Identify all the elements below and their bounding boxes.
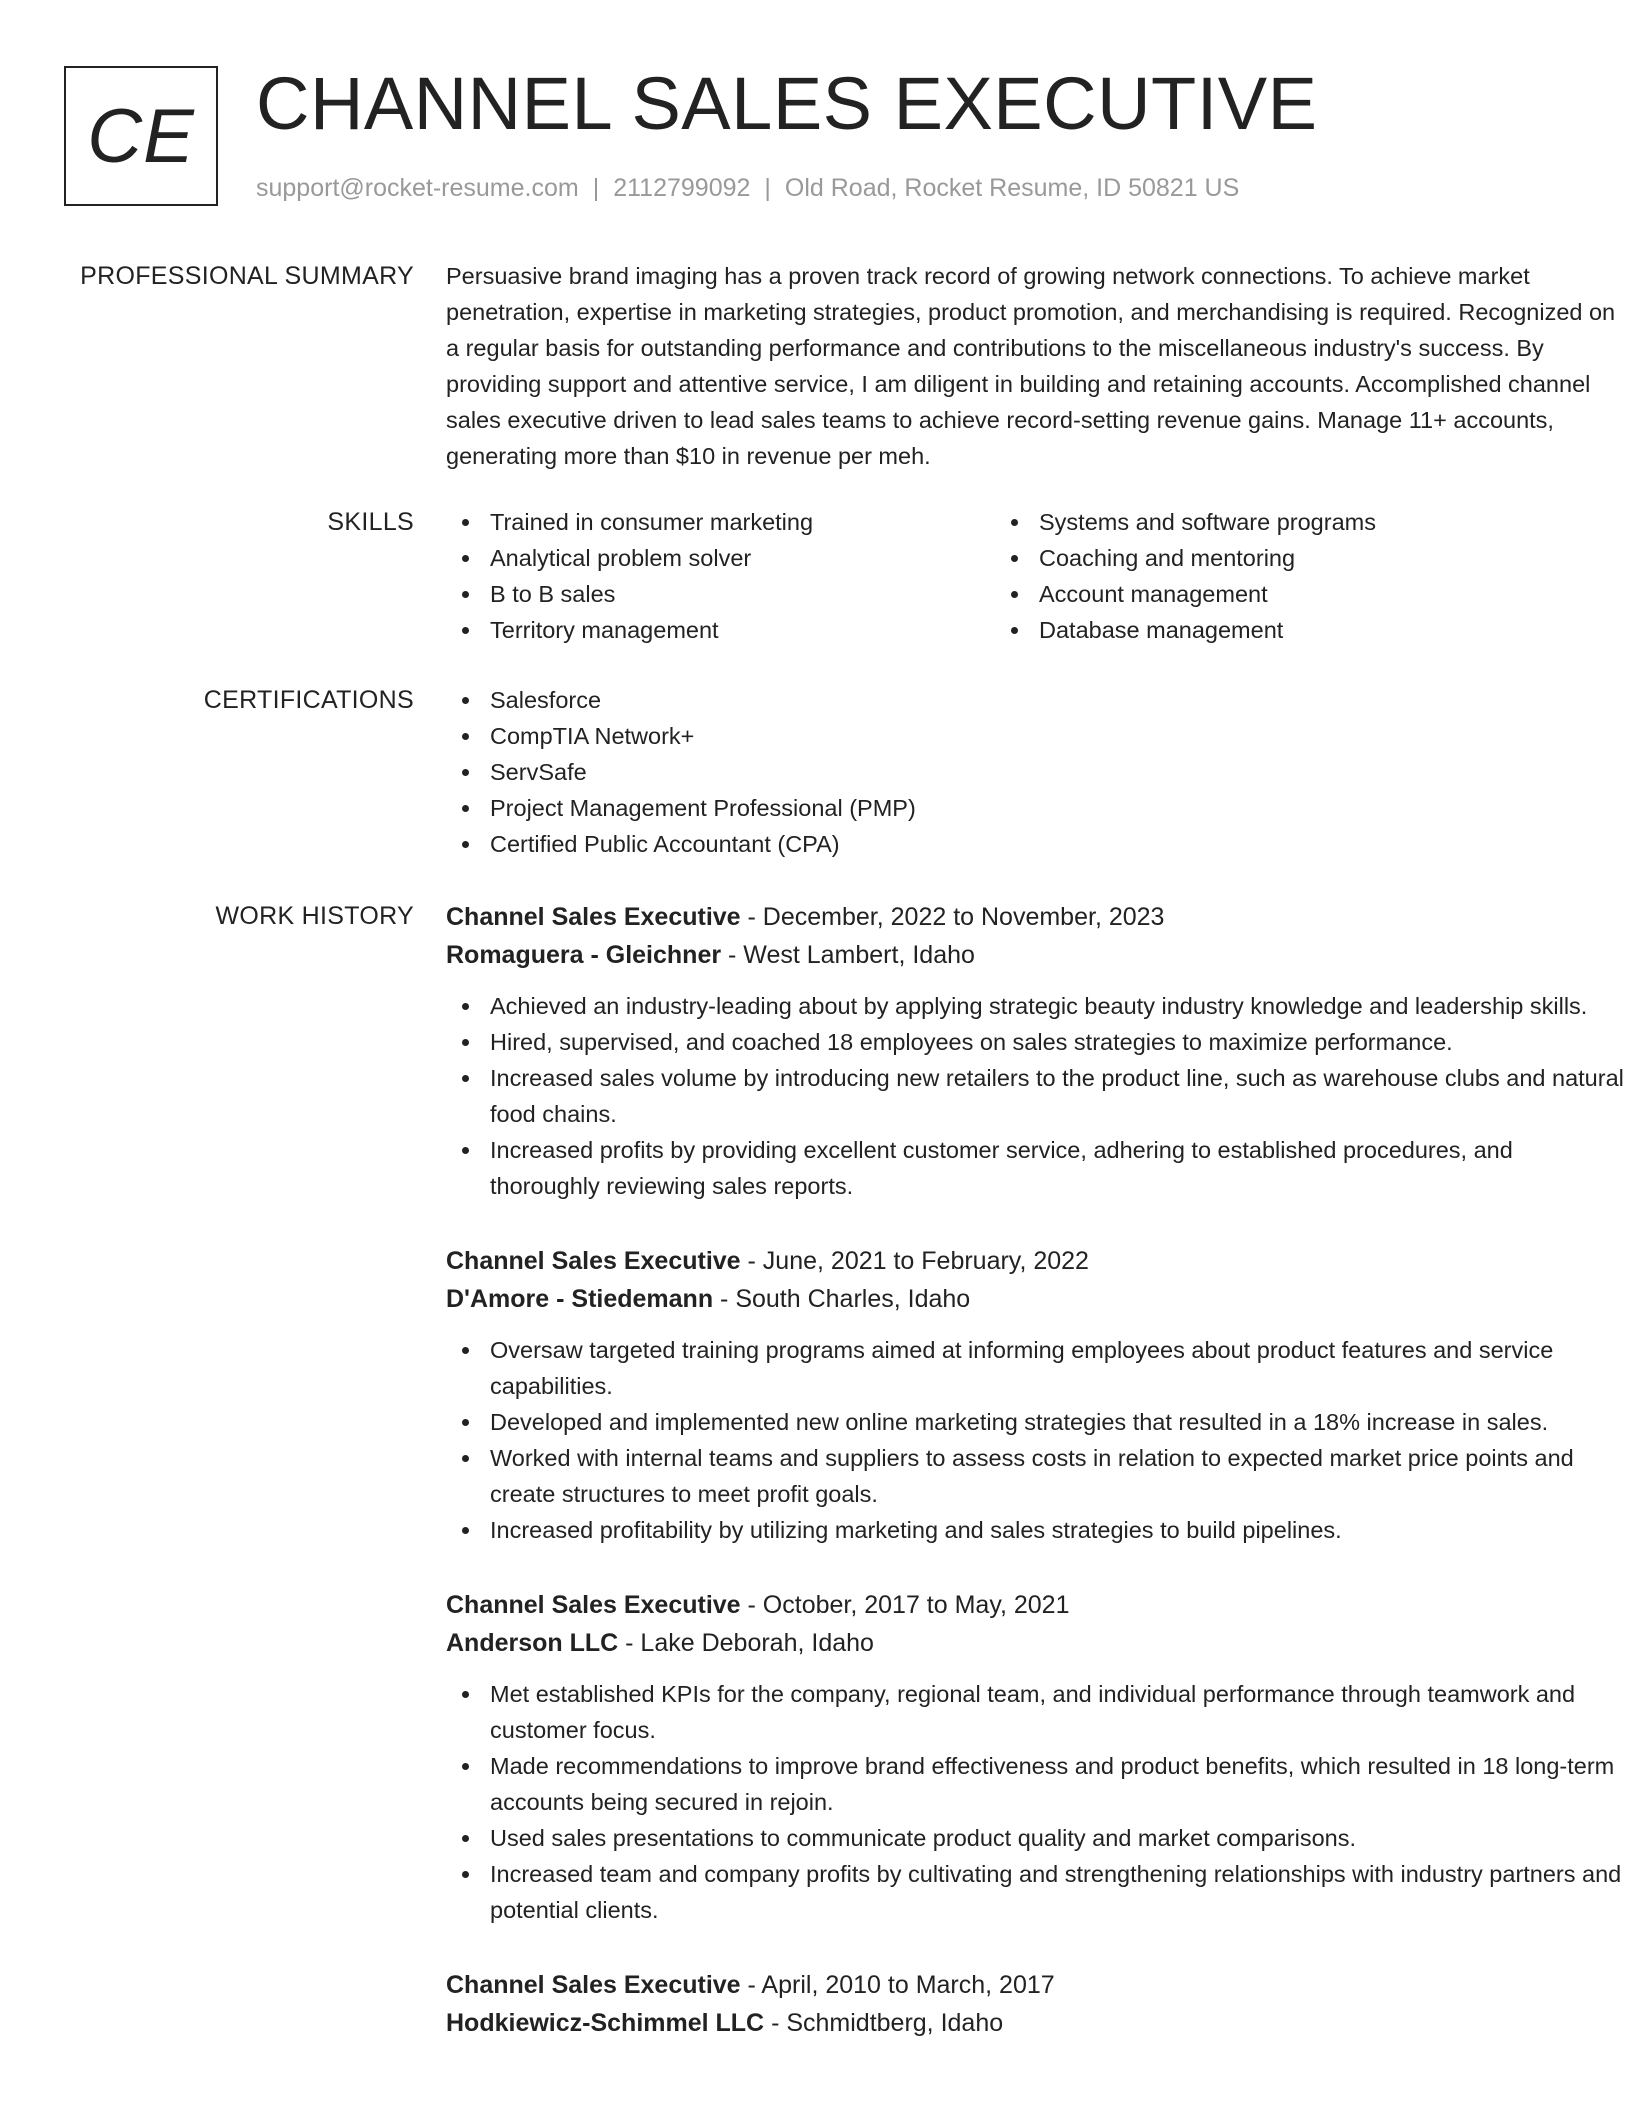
summary-text: Persuasive brand imaging has a proven track record of growing network connections. To achieve market penetration, expertise in marketing strategies, product promotion, and merchandising is required. Recognized on a regular basis for outstanding performance and contributions to the miscellaneous industry's success. By providing support and attentive service, I am diligent in building and retaining accounts. Accomplished channel sales executive driven to lead sales teams to achieve record-setting revenue gains. Manage 11+ accounts, generating more than $10 in revenue per meh. — [446, 263, 1616, 469]
job-location: - South Charles, Idaho — [713, 1285, 971, 1313]
skill-item: Database management — [1039, 612, 1544, 648]
job-bullets — [446, 1676, 1626, 1928]
job-bullet: Oversaw targeted training programs aimed at informing employees about product features and service capabilities. — [490, 1332, 1626, 1404]
job-bullet: Hired, supervised, and coached 18 employees on sales strategies to maximize performance. — [490, 1024, 1626, 1060]
skill-item: Trained in consumer marketing — [490, 504, 995, 540]
job-bullet: Increased team and company profits by cultivating and strengthening relationships with industry partners and potential clients. — [490, 1856, 1626, 1928]
job-title: Channel Sales Executive — [446, 1247, 741, 1275]
work-history-content — [446, 898, 1626, 2080]
job-title-line — [446, 1242, 1626, 1280]
job-title-line — [446, 1966, 1626, 2004]
job-dates: - June, 2021 to February, 2022 — [740, 1247, 1089, 1275]
certification-item: CompTIA Network+ — [490, 718, 1626, 754]
skills-grid — [446, 504, 1626, 648]
job-bullets — [446, 988, 1626, 1204]
skill-item: Account management — [1039, 576, 1544, 612]
job-company: Anderson LLC — [446, 1629, 619, 1657]
contact-line — [256, 174, 1239, 203]
job-company-line — [446, 2004, 1626, 2042]
certification-item: Salesforce — [490, 682, 1626, 718]
job-dates: - December, 2022 to November, 2023 — [740, 903, 1165, 931]
section-label-work-history: WORK HISTORY — [215, 902, 414, 930]
certifications-content — [446, 682, 1626, 862]
job-title: Channel Sales Executive — [446, 1591, 741, 1619]
job-entry — [446, 1966, 1626, 2042]
skill-item: Territory management — [490, 612, 995, 648]
job-location: - West Lambert, Idaho — [721, 941, 975, 969]
contact-phone: 2112799092 — [613, 174, 751, 202]
skills-list-left — [446, 504, 995, 648]
job-bullets — [446, 1332, 1626, 1548]
job-title-line — [446, 1586, 1626, 1624]
job-bullet: Achieved an industry-leading about by applying strategic beauty industry knowledge and leadership skills. — [490, 988, 1626, 1024]
job-location: - Schmidtberg, Idaho — [764, 2009, 1004, 2037]
job-company: Romaguera - Gleichner — [446, 941, 722, 969]
resume-header — [64, 62, 1564, 211]
job-title: Channel Sales Executive — [446, 903, 741, 931]
job-company-line — [446, 1624, 1626, 1662]
job-bullet: Increased profits by providing excellent customer service, adhering to established procedures, and thoroughly reviewing sales reports. — [490, 1132, 1626, 1204]
job-title-line — [446, 898, 1626, 936]
job-bullet: Worked with internal teams and suppliers to assess costs in relation to expected market price points and create structures to meet profit goals. — [490, 1440, 1626, 1512]
initials-monogram: CE — [64, 66, 218, 206]
contact-email: support@rocket-resume.com — [256, 174, 579, 202]
summary-content — [446, 258, 1626, 474]
certification-item: ServSafe — [490, 754, 1626, 790]
job-company-line — [446, 936, 1626, 974]
skill-item: B to B sales — [490, 576, 995, 612]
skills-list-right — [995, 504, 1544, 648]
skill-item: Systems and software programs — [1039, 504, 1544, 540]
job-entry — [446, 898, 1626, 1204]
job-company: Hodkiewicz-Schimmel LLC — [446, 2009, 765, 2037]
job-entry — [446, 1586, 1626, 1928]
job-bullet: Met established KPIs for the company, regional team, and individual performance through teamwork and customer focus. — [490, 1676, 1626, 1748]
section-label-certifications: CERTIFICATIONS — [203, 686, 414, 714]
section-label-summary: PROFESSIONAL SUMMARY — [80, 262, 414, 290]
job-entry — [446, 1242, 1626, 1548]
job-dates: - April, 2010 to March, 2017 — [740, 1971, 1055, 1999]
job-title: Channel Sales Executive — [446, 1971, 741, 1999]
job-company-line — [446, 1280, 1626, 1318]
section-label-skills: SKILLS — [327, 508, 414, 536]
skills-content — [446, 504, 1626, 648]
job-bullet: Used sales presentations to communicate product quality and market comparisons. — [490, 1820, 1626, 1856]
certifications-list — [446, 682, 1626, 862]
certification-item: Project Management Professional (PMP) — [490, 790, 1626, 826]
contact-address: Old Road, Rocket Resume, ID 50821 US — [784, 174, 1240, 202]
job-company: D'Amore - Stiedemann — [446, 1285, 714, 1313]
page-title: CHANNEL SALES EXECUTIVE — [256, 62, 1318, 145]
job-location: - Lake Deborah, Idaho — [618, 1629, 874, 1657]
job-bullet: Increased sales volume by introducing new retailers to the product line, such as warehouse clubs and natural food chains. — [490, 1060, 1626, 1132]
job-bullet: Made recommendations to improve brand effectiveness and product benefits, which resulted in 18 long-term accounts being secured in rejoin. — [490, 1748, 1626, 1820]
contact-separator: | — [764, 174, 771, 202]
job-bullet: Increased profitability by utilizing marketing and sales strategies to build pipelines. — [490, 1512, 1626, 1548]
skill-item: Coaching and mentoring — [1039, 540, 1544, 576]
contact-separator: | — [592, 174, 600, 202]
job-bullet: Developed and implemented new online marketing strategies that resulted in a 18% increase in sales. — [490, 1404, 1626, 1440]
skill-item: Analytical problem solver — [490, 540, 995, 576]
job-dates: - October, 2017 to May, 2021 — [740, 1591, 1070, 1619]
certification-item: Certified Public Accountant (CPA) — [490, 826, 1626, 862]
